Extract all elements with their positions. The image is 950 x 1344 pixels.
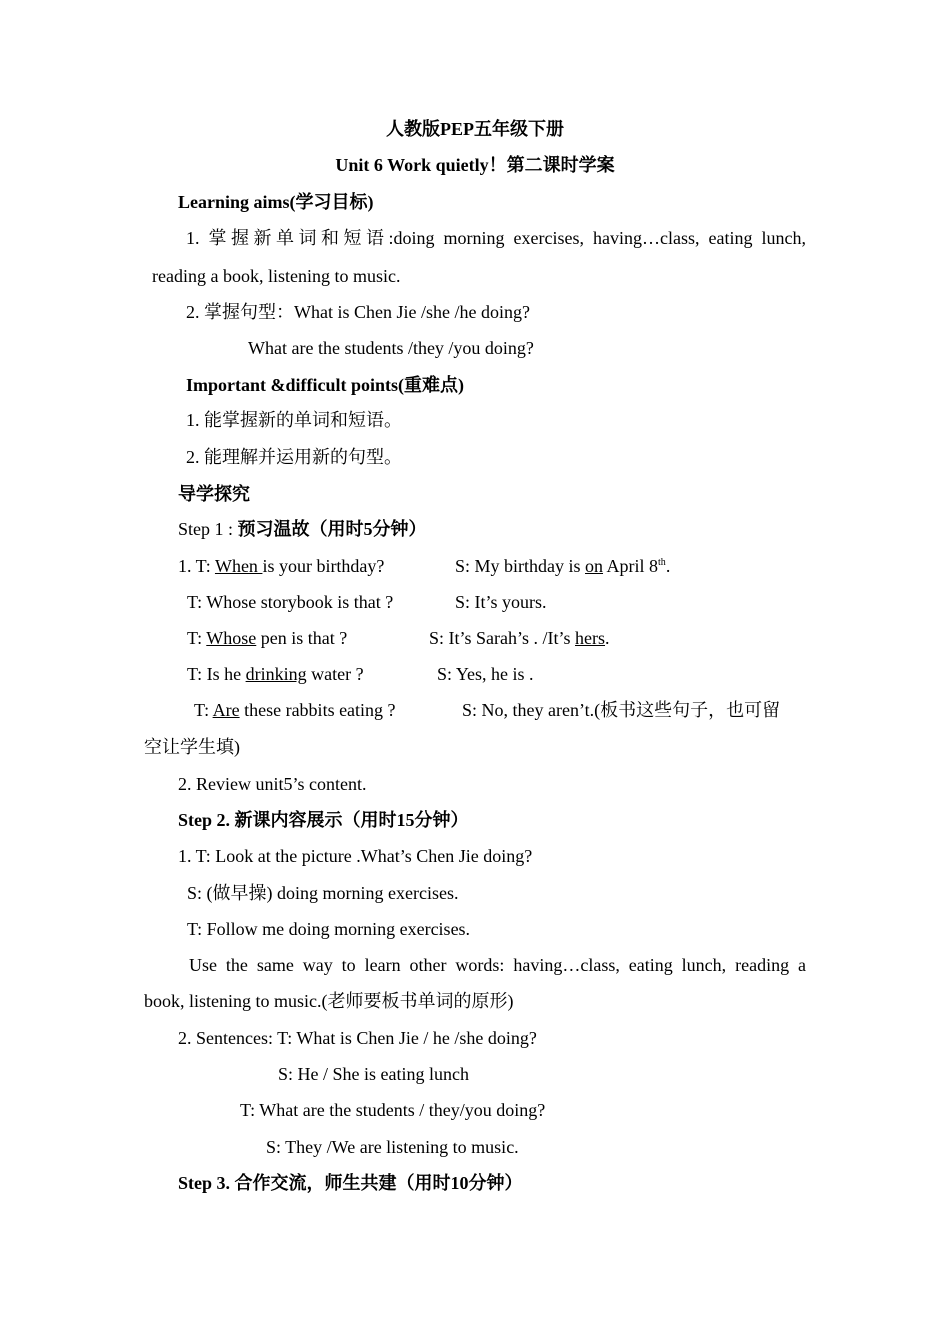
points-item-1: 1. 能掌握新的单词和短语。 — [186, 410, 402, 430]
text: T: Is he — [187, 664, 246, 684]
text: water ? — [306, 664, 364, 684]
text: T: — [187, 628, 207, 648]
step1-review: 2. Review unit5’s content. — [178, 774, 367, 794]
step2-line-1: 1. T: Look at the picture .What’s Chen Jie doing? — [178, 846, 533, 866]
aims-item-2-question-2: What are the students /they /you doing? — [248, 338, 534, 358]
text: is your birthday? — [262, 556, 385, 576]
step1-row5-teacher — [194, 699, 396, 721]
text: pen is that ? — [256, 628, 348, 648]
points-heading: Important &difficult points(重难点) — [186, 375, 464, 395]
text: . — [605, 628, 610, 648]
step2-line-9: S: They /We are listening to music. — [266, 1137, 519, 1157]
step1-row3-student — [429, 627, 610, 649]
step2-heading: Step 2. 新课内容展示（用时15分钟） — [178, 810, 469, 830]
step2-line-5: book, listening to music.(老师要板书单词的原形) — [144, 991, 514, 1011]
step1-row2-teacher: T: Whose storybook is that ? — [187, 592, 394, 612]
step1-title: 预习温故（用时5分钟） — [237, 519, 427, 539]
step2-line-7: S: He / She is eating lunch — [278, 1064, 469, 1084]
text: 1. T: — [178, 556, 215, 576]
step2-line-3: T: Follow me doing morning exercises. — [187, 919, 471, 939]
step1-heading — [178, 518, 427, 540]
underlined-word: drinking — [245, 664, 307, 684]
aims-item-2-question-1: What is Chen Jie /she /he doing? — [294, 302, 530, 322]
document-title: 人教版PEP五年级下册 — [386, 119, 564, 139]
document-subtitle: Unit 6 Work quietly！第二课时学案 — [335, 155, 615, 175]
text: T: — [194, 700, 213, 720]
explore-heading: 导学探究 — [178, 484, 250, 504]
step2-line-2: S: (做早操) doing morning exercises. — [187, 883, 459, 903]
underlined-word: hers — [575, 628, 606, 648]
step1-row5-continuation: 空让学生填) — [144, 737, 240, 757]
aims-item-2 — [186, 301, 530, 323]
step1-row1-student — [455, 555, 670, 577]
step3-heading: Step 3. 合作交流，师生共建（用时10分钟） — [178, 1173, 523, 1193]
underlined-word: When — [214, 556, 263, 576]
step1-row3-teacher — [187, 627, 347, 649]
step1-row4-teacher — [187, 663, 364, 685]
underlined-word: Are — [212, 700, 240, 720]
aims-heading: Learning aims(学习目标) — [178, 192, 374, 212]
step2-line-8: T: What are the students / they/you doing? — [240, 1100, 546, 1120]
text: S: My birthday is — [455, 556, 586, 576]
step2-line-6: 2. Sentences: T: What is Chen Jie / he /she doing? — [178, 1028, 537, 1048]
step1-label: Step 1 : — [178, 519, 238, 539]
step1-row4-student: S: Yes, he is . — [437, 664, 534, 684]
aims-item-1-line-2: reading a book, listening to music. — [152, 266, 401, 286]
text: April 8 — [603, 556, 659, 576]
aims-item-1-line-1: 1. 掌握新单词和短语:doing morning exercises, having…class, eating lunch, — [186, 228, 806, 248]
aims-item-2-prefix: 2. 掌握句型： — [186, 302, 294, 322]
text: . — [665, 556, 671, 576]
superscript: th — [658, 557, 666, 568]
step1-row1-teacher — [178, 555, 384, 577]
points-item-2: 2. 能理解并运用新的句型。 — [186, 447, 402, 467]
underlined-word: Whose — [206, 628, 257, 648]
text: S: It’s Sarah’s . /It’s — [429, 628, 576, 648]
step2-line-4: Use the same way to learn other words: having…class, eating lunch, reading a — [189, 955, 806, 975]
text: these rabbits eating ? — [239, 700, 396, 720]
step1-row5-student: S: No, they aren’t.(板书这些句子，也可留 — [462, 700, 781, 720]
underlined-word: on — [585, 556, 604, 576]
step1-row2-student: S: It’s yours. — [455, 592, 547, 612]
